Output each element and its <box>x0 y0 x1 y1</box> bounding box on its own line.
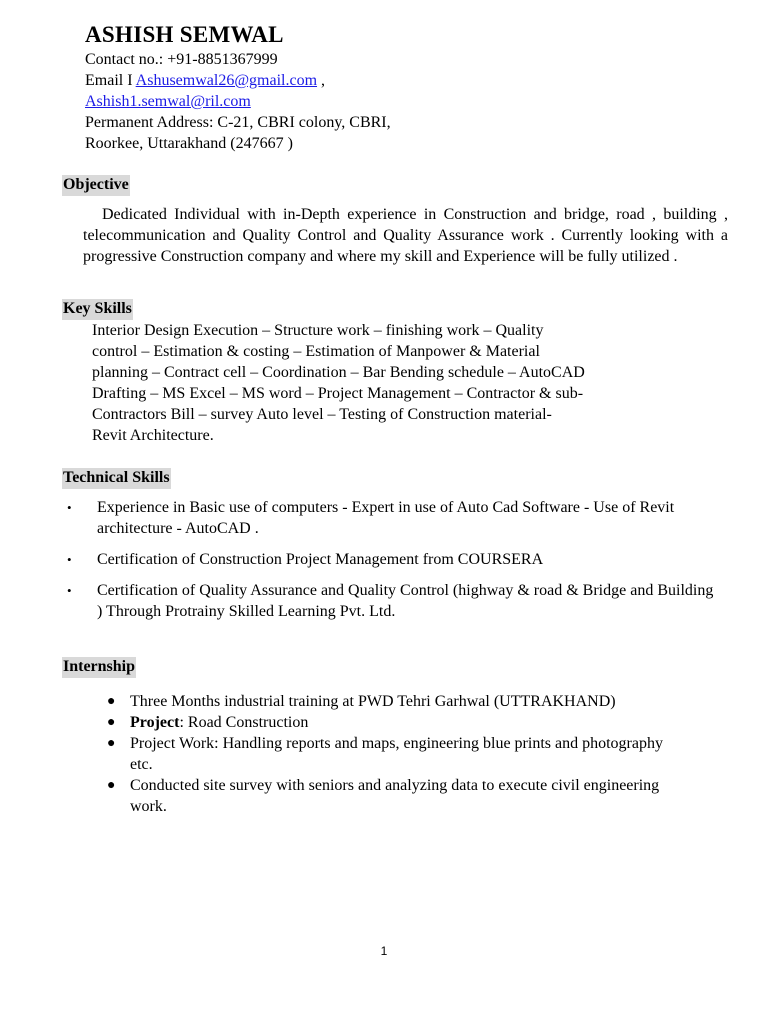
bullet-icon: • <box>67 552 72 567</box>
email-separator: , <box>317 72 326 89</box>
key-skills-line: Revit Architecture. <box>92 427 214 444</box>
key-skills-line: Drafting – MS Excel – MS word – Project Management – Contractor & sub- <box>92 385 584 402</box>
address-line-2: Roorkee, Uttarakhand (247667 ) <box>85 135 293 152</box>
bullet-icon: ● <box>107 778 116 793</box>
list-item <box>62 497 722 539</box>
list-item <box>62 549 722 570</box>
list-item-text: Three Months industrial training at PWD Tehri Garhwal (UTTRAKHAND) <box>130 693 616 710</box>
list-item-text: Certification of Construction Project Management from COURSERA <box>97 551 544 568</box>
list-item-text: Project Work: Handling reports and maps, engineering blue prints and photography etc. <box>130 735 663 773</box>
email-link-primary[interactable]: Ashusemwal26@gmail.com <box>135 72 318 89</box>
key-skills-heading: Key Skills <box>62 299 133 320</box>
list-item <box>107 775 667 817</box>
key-skills-line: Contractors Bill – survey Auto level – Testing of Construction material- <box>92 406 552 423</box>
key-skills-line: planning – Contract cell – Coordination – Bar Bending schedule – AutoCAD <box>92 364 585 381</box>
email-label: Email I <box>85 72 136 89</box>
bullet-icon: • <box>67 500 72 515</box>
bullet-icon: ● <box>107 715 116 730</box>
key-skills-line: control – Estimation & costing – Estimation of Manpower & Material <box>92 343 540 360</box>
list-item <box>107 712 667 733</box>
contact-number: Contact no.: +91-8851367999 <box>85 51 278 68</box>
internship-list <box>107 691 667 817</box>
project-value: : Road Construction <box>179 714 309 731</box>
project-label: Project <box>130 714 180 731</box>
email-link-secondary[interactable]: Ashish1.semwal@ril.com <box>85 93 251 110</box>
bullet-icon: • <box>67 583 72 598</box>
email-line <box>85 71 325 91</box>
list-item-text: Conducted site survey with seniors and analyzing data to execute civil engineering work. <box>130 777 660 815</box>
bullet-icon: ● <box>107 736 116 751</box>
key-skills-line: Interior Design Execution – Structure work – finishing work – Quality <box>92 322 544 339</box>
technical-skills-list <box>62 497 722 632</box>
objective-body: Dedicated Individual with in-Depth experience in Construction and bridge, road , building , telecommunication and Quality Control and Quality Assurance work . Currently looking with a progressive Construction company and where my skill and Experience will be fully utilized . <box>83 206 728 265</box>
list-item <box>62 580 722 622</box>
objective-text <box>83 204 728 267</box>
list-item-text: Certification of Quality Assurance and Quality Control (highway & road & Bridge and Building ) Through Protrainy Skilled Learning Pvt. Ltd. <box>97 582 714 620</box>
bullet-icon: ● <box>107 694 116 709</box>
address-line-1: Permanent Address: C-21, CBRI colony, CBRI, <box>85 114 391 131</box>
page-number: 1 <box>380 944 388 958</box>
objective-heading: Objective <box>62 175 130 196</box>
list-item <box>107 733 667 775</box>
internship-heading: Internship <box>62 657 136 678</box>
email-line-secondary <box>85 92 251 112</box>
key-skills-text <box>92 320 652 446</box>
candidate-name: ASHISH SEMWAL <box>85 22 284 47</box>
technical-skills-heading: Technical Skills <box>62 468 171 489</box>
list-item-text: Experience in Basic use of computers - Expert in use of Auto Cad Software - Use of Revit architecture - AutoCAD . <box>97 499 675 537</box>
list-item <box>107 691 667 712</box>
